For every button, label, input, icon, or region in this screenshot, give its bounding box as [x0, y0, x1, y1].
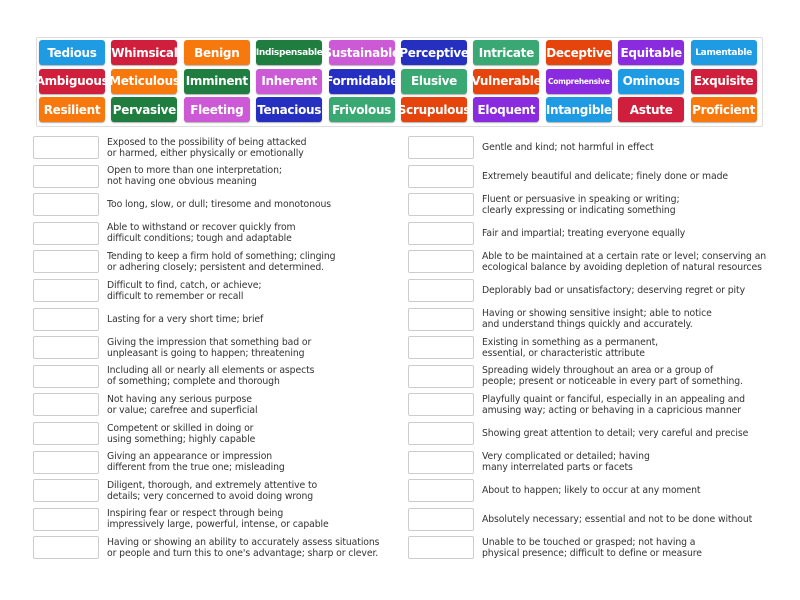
word-tile[interactable]: Equitable [618, 40, 684, 65]
definition-text: Having or showing sensitive insight; able to notice and understand things quickly and accurately. [482, 308, 712, 331]
definition-row [408, 451, 650, 474]
drop-slot[interactable] [33, 222, 99, 245]
definition-text: Very complicated or detailed; having many interrelated parts or facets [482, 451, 650, 474]
word-tile[interactable]: Indispensable [256, 40, 322, 65]
definition-text: Lasting for a very short time; brief [107, 313, 264, 325]
word-tile[interactable]: Inherent [256, 69, 322, 94]
definition-row [33, 451, 285, 474]
definition-text: About to happen; likely to occur at any moment [482, 485, 701, 497]
drop-slot[interactable] [33, 422, 99, 445]
definition-text: Competent or skilled in doing or using something; highly capable [107, 422, 256, 445]
word-tile[interactable]: Resilient [39, 97, 105, 122]
definition-row [33, 479, 317, 502]
definition-row [33, 222, 296, 245]
drop-slot[interactable] [33, 165, 99, 188]
word-tile[interactable]: Intangible [546, 97, 612, 122]
word-tile[interactable]: Meticulous [111, 69, 177, 94]
drop-slot[interactable] [408, 193, 474, 216]
definition-row [408, 393, 745, 416]
drop-slot[interactable] [33, 365, 99, 388]
word-tile[interactable]: Sustainable [329, 40, 395, 65]
drop-slot[interactable] [408, 250, 474, 273]
definition-text: Inspiring fear or respect through being impressively large, powerful, intense, or capable [107, 508, 329, 531]
definition-row [408, 222, 685, 245]
definition-text: Diligent, thorough, and extremely attentive to details; very concerned to avoid doing wrong [107, 479, 318, 502]
definition-text: Spreading widely throughout an area or a group of people; present or noticeable in every part of something. [482, 365, 743, 388]
definition-row [33, 136, 306, 159]
definition-text: Able to withstand or recover quickly from difficult conditions; tough and adaptable [107, 222, 296, 245]
definition-text: Too long, slow, or dull; tiresome and monotonous [107, 199, 331, 211]
definition-text: Extremely beautiful and delicate; finely done or made [482, 170, 729, 182]
definition-row [408, 308, 712, 331]
drop-slot[interactable] [33, 336, 99, 359]
word-tile[interactable]: Ominous [618, 69, 684, 94]
definition-row [408, 508, 752, 531]
definition-row [408, 422, 748, 445]
definition-row [408, 250, 766, 273]
definition-text: Existing in something as a permanent, essential, or characteristic attribute [482, 336, 658, 359]
word-tile[interactable]: Fleeting [184, 97, 250, 122]
definition-text: Fluent or persuasive in speaking or writing; clearly expressing or indicating something [482, 193, 680, 216]
definition-row [33, 365, 314, 388]
drop-slot[interactable] [408, 422, 474, 445]
definition-text: Unable to be touched or grasped; not having a physical presence; difficult to define or measure [482, 536, 702, 559]
drop-slot[interactable] [408, 451, 474, 474]
drop-slot[interactable] [33, 250, 99, 273]
definition-row [33, 536, 379, 559]
definition-row [33, 165, 282, 188]
definition-row [33, 422, 255, 445]
drop-slot[interactable] [408, 222, 474, 245]
word-tile[interactable]: Lamentable [691, 40, 757, 65]
drop-slot[interactable] [33, 508, 99, 531]
drop-slot[interactable] [408, 479, 474, 502]
definition-row [408, 193, 680, 216]
definition-row [33, 250, 335, 273]
drop-slot[interactable] [33, 393, 99, 416]
word-tile[interactable]: Comprehensive [546, 69, 612, 94]
definition-row [408, 336, 658, 359]
definition-text: Having or showing an ability to accurately assess situations or people and turn this to one's advantage; sharp or clever. [107, 536, 380, 559]
definition-row [33, 508, 329, 531]
word-tile[interactable]: Pervasive [111, 97, 177, 122]
definition-text: Difficult to find, catch, or achieve; difficult to remember or recall [107, 279, 262, 302]
definition-row [33, 336, 311, 359]
definition-row [408, 279, 745, 302]
definition-row [408, 365, 743, 388]
drop-slot[interactable] [33, 451, 99, 474]
word-tile[interactable]: Deceptive [546, 40, 612, 65]
definition-text: Tending to keep a firm hold of something; clinging or adhering closely; persistent and determined. [107, 250, 336, 273]
word-tile[interactable]: Eloquent [473, 97, 539, 122]
definition-text: Open to more than one interpretation; not having one obvious meaning [107, 165, 282, 188]
definition-text: Giving the impression that something bad or unpleasant is going to happen; threatening [107, 336, 312, 359]
drop-slot[interactable] [33, 479, 99, 502]
definition-text: Fair and impartial; treating everyone equally [482, 227, 686, 239]
drop-slot[interactable] [408, 536, 474, 559]
drop-slot[interactable] [408, 308, 474, 331]
drop-slot[interactable] [408, 279, 474, 302]
definition-row [33, 308, 263, 331]
word-tile[interactable]: Scrupulous [401, 97, 467, 122]
drop-slot[interactable] [408, 165, 474, 188]
definition-text: Exposed to the possibility of being attacked or harmed, either physically or emotionally [107, 136, 307, 159]
drop-slot[interactable] [408, 508, 474, 531]
definition-row [408, 536, 702, 559]
drop-slot[interactable] [408, 336, 474, 359]
word-tile[interactable]: Frivolous [329, 97, 395, 122]
definition-row [33, 393, 257, 416]
word-tile[interactable]: Tenacious [256, 97, 322, 122]
word-tile[interactable]: Imminent [184, 69, 250, 94]
definition-row [408, 479, 700, 502]
definition-row [408, 136, 654, 159]
definition-text: Able to be maintained at a certain rate or level; conserving an ecological balance by avoiding depletion of natural resources [482, 250, 767, 273]
definition-text: Absolutely necessary; essential and not to be done without [482, 513, 753, 525]
definition-row [408, 165, 728, 188]
word-tile[interactable]: Whimsical [111, 40, 177, 65]
drop-slot[interactable] [408, 136, 474, 159]
word-tile[interactable]: Proficient [691, 97, 757, 122]
drop-slot[interactable] [33, 536, 99, 559]
word-tile[interactable]: Formidable [329, 69, 395, 94]
definition-text: Giving an appearance or impression different from the true one; misleading [107, 451, 285, 474]
definition-row [33, 279, 261, 302]
drop-slot[interactable] [33, 308, 99, 331]
definition-text: Showing great attention to detail; very careful and precise [482, 428, 749, 439]
definition-text: Deplorably bad or unsatisfactory; deserving regret or pity [482, 285, 745, 296]
drop-slot[interactable] [33, 193, 99, 216]
word-tile[interactable]: Tedious [39, 40, 105, 65]
word-tile[interactable]: Perceptive [401, 40, 467, 65]
definition-row [33, 193, 331, 216]
drop-slot[interactable] [33, 136, 99, 159]
drop-slot[interactable] [408, 365, 474, 388]
definition-text: Gentle and kind; not harmful in effect [482, 142, 654, 153]
word-tile[interactable]: Intricate [473, 40, 539, 65]
word-tile[interactable]: Ambiguous [39, 69, 105, 94]
word-tile[interactable]: Exquisite [691, 69, 757, 94]
drop-slot[interactable] [408, 393, 474, 416]
word-tile[interactable]: Astute [618, 97, 684, 122]
word-bank [36, 37, 763, 127]
definition-text: Playfully quaint or fanciful, especially in an appealing and amusing way; acting or behaving in a capricious manner [482, 393, 745, 416]
drop-slot[interactable] [33, 279, 99, 302]
definition-text: Including all or nearly all elements or aspects of something; complete and thorough [107, 365, 315, 388]
word-tile[interactable]: Benign [184, 40, 250, 65]
word-tile[interactable]: Vulnerable [473, 69, 539, 94]
definition-text: Not having any serious purpose or value; carefree and superficial [107, 393, 258, 416]
word-tile[interactable]: Elusive [401, 69, 467, 94]
